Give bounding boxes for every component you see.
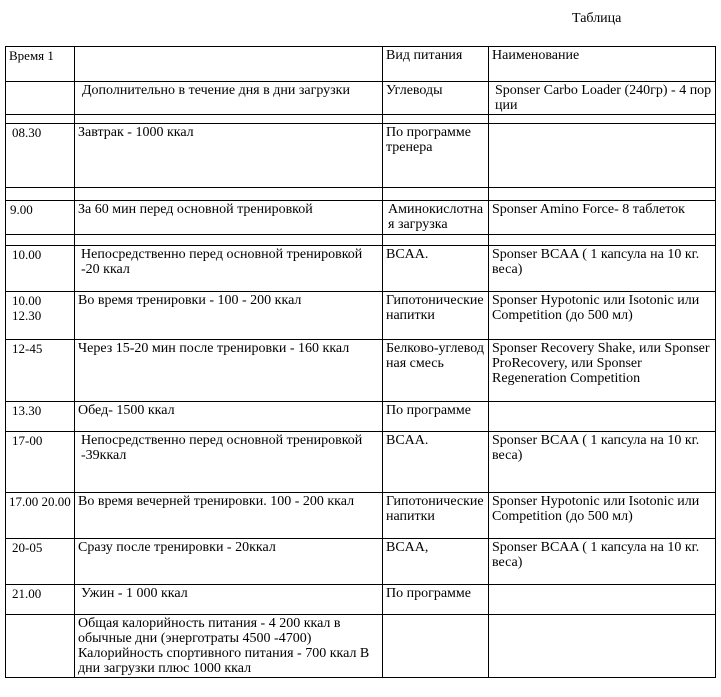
table-row <box>6 292 716 340</box>
table-row <box>6 340 716 402</box>
row-time: 17-00 <box>6 432 75 493</box>
table-row <box>6 539 716 585</box>
row-name <box>489 402 716 432</box>
row-description: Дополнительно в течение дня в дни загрузки <box>75 82 383 115</box>
row-type: Углеводы <box>383 82 489 115</box>
row-type: Гипотонические напитки <box>383 493 489 539</box>
table-row <box>6 402 716 432</box>
table-row <box>6 201 716 235</box>
row-name <box>489 585 716 615</box>
row-type: По программе <box>383 402 489 432</box>
table-row <box>6 493 716 539</box>
row-description: Ужин - 1 000 ккал <box>75 585 383 615</box>
row-description: Сразу после тренировки - 20ккал <box>75 539 383 585</box>
spacer-row <box>6 188 716 201</box>
row-description: Непосредственно перед основной тренировкой -20 ккал <box>75 246 383 292</box>
row-time: 20-05 <box>6 539 75 585</box>
row-description: За 60 мин перед основной тренировкой <box>75 201 383 235</box>
row-name <box>489 615 716 678</box>
spacer-row <box>6 235 716 246</box>
header-description <box>75 47 383 82</box>
table-row <box>6 432 716 493</box>
row-description: Завтрак - 1000 ккал <box>75 124 383 188</box>
row-time: 13.30 <box>6 402 75 432</box>
row-time: 21.00 <box>6 585 75 615</box>
row-description: Непосредственно перед основной тренировкой -39ккал <box>75 432 383 493</box>
row-name: Sponser Amino Force- 8 таблеток <box>489 201 716 235</box>
row-name: Sponser BCAA ( 1 капсула на 10 кг. веса) <box>489 539 716 585</box>
row-name: Sponser Hypotonic или Isotonic или Competition (до 500 мл) <box>489 493 716 539</box>
row-time: 9.00 <box>6 201 75 235</box>
header-name: Наименование <box>489 47 716 82</box>
row-time <box>6 82 75 115</box>
table-row <box>6 585 716 615</box>
row-time: 12-45 <box>6 340 75 402</box>
row-name: Sponser Carbo Loader (240гр) - 4 порции <box>489 82 716 115</box>
row-type: Аминокислотная загрузка <box>383 201 489 235</box>
row-name: Sponser BCAA ( 1 капсула на 10 кг. веса) <box>489 432 716 493</box>
spacer-row <box>6 115 716 124</box>
row-description: Общая калорийность питания - 4 200 ккал в обычные дни (энерготраты 4500 -4700) Калорийность спортивного питания - 700 ккал В дни загрузки плюс 1000 ккал <box>75 615 383 678</box>
table-row <box>6 246 716 292</box>
row-time: 08.30 <box>6 124 75 188</box>
table-caption: Таблица <box>572 11 622 26</box>
row-name: Sponser BCAA ( 1 капсула на 10 кг. веса) <box>489 246 716 292</box>
row-description: Во время тренировки - 100 - 200 ккал <box>75 292 383 340</box>
row-type: BCAA. <box>383 246 489 292</box>
header-row <box>6 47 716 82</box>
row-name <box>489 124 716 188</box>
row-name: Sponser Recovery Shake, или Sponser ProRecovery, или Sponser Regeneration Competition <box>489 340 716 402</box>
row-description: Через 15-20 мин после тренировки - 160 ккал <box>75 340 383 402</box>
row-type: По программе тренера <box>383 124 489 188</box>
row-description: Во время вечерней тренировки. 100 - 200 ккал <box>75 493 383 539</box>
row-type: BCAA. <box>383 432 489 493</box>
row-name: Sponser Hypotonic или Isotonic или Competition (до 500 мл) <box>489 292 716 340</box>
row-type: BCAA, <box>383 539 489 585</box>
row-type <box>383 615 489 678</box>
table-row <box>6 82 716 115</box>
row-description: Обед- 1500 ккал <box>75 402 383 432</box>
nutrition-table <box>5 46 716 678</box>
row-time: 10.00 <box>6 246 75 292</box>
header-time: Время 1 <box>6 47 75 82</box>
row-type: Гипотонические напитки <box>383 292 489 340</box>
row-type: По программе <box>383 585 489 615</box>
row-time <box>6 615 75 678</box>
header-type: Вид питания <box>383 47 489 82</box>
table-row <box>6 124 716 188</box>
table-row <box>6 615 716 678</box>
row-time: 17.00 20.00 <box>6 493 75 539</box>
row-type: Белково-углеводная смесь <box>383 340 489 402</box>
row-time: 10.00 12.30 <box>6 292 75 340</box>
